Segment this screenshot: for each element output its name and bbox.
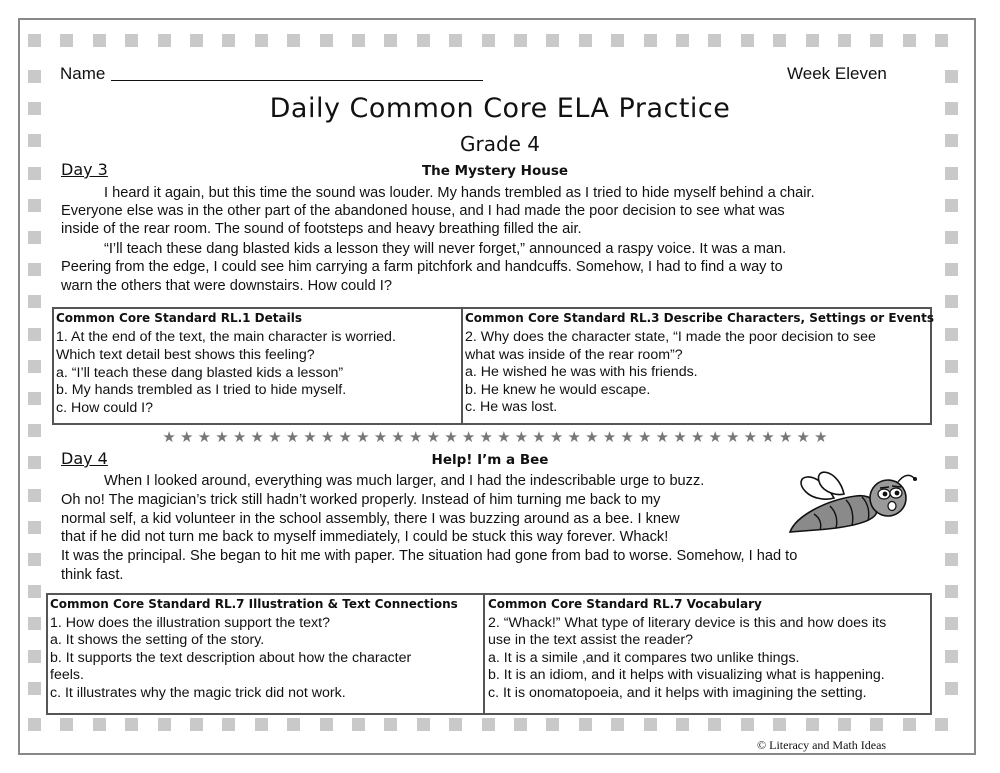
day4-q2-option-b: b. It is an idiom, and it helps with visualizing what is happening. — [488, 667, 885, 683]
border-square — [903, 34, 916, 47]
border-square — [28, 489, 41, 502]
border-square — [28, 263, 41, 276]
border-square — [644, 718, 657, 731]
border-square — [417, 34, 430, 47]
box-divider — [461, 309, 463, 423]
border-square — [28, 718, 41, 731]
border-square — [222, 34, 235, 47]
border-square — [838, 718, 851, 731]
page-title: Daily Common Core ELA Practice — [269, 93, 731, 124]
border-square — [158, 34, 171, 47]
border-square — [945, 263, 958, 276]
border-square — [384, 34, 397, 47]
border-square — [320, 34, 333, 47]
star-divider: ★ ★ ★ ★ ★ ★ ★ ★ ★ ★ ★ ★ ★ ★ ★ ★ ★ ★ ★ ★ ★ ★ ★ ★ ★ ★ ★ ★ ★ ★ ★ ★ ★ ★ ★ ★ ★ ★ — [162, 429, 828, 446]
border-square — [28, 34, 41, 47]
border-square — [158, 718, 171, 731]
border-square — [449, 34, 462, 47]
day3-line-2: Everyone else was in the other part of the abandoned house, and I had made the poor decision to see what was — [61, 203, 785, 219]
bee-illustration — [786, 470, 922, 540]
border-square — [352, 34, 365, 47]
day4-q1-line: 1. How does the illustration support the text? — [50, 615, 330, 631]
border-square — [417, 718, 430, 731]
border-square — [676, 34, 689, 47]
border-square — [514, 718, 527, 731]
border-square — [222, 718, 235, 731]
border-square — [125, 718, 138, 731]
day4-line-4: that if he did not turn me back to myself immediately, I could be stuck this way forever. Whack! — [61, 529, 669, 545]
day3-q1-line: Which text detail best shows this feeling? — [56, 347, 315, 363]
day3-line-3: inside of the rear room. The sound of footsteps and heavy breathing filled the air. — [61, 221, 582, 237]
border-square — [28, 682, 41, 695]
border-square — [945, 650, 958, 663]
day3-q2-option-b: b. He knew he would escape. — [465, 382, 651, 398]
box-divider — [483, 595, 485, 713]
border-square — [806, 718, 819, 731]
day4-q2-standard: Common Core Standard RL.7 Vocabulary — [488, 597, 762, 611]
border-square — [190, 34, 203, 47]
day4-label: Day 4 — [61, 449, 108, 468]
border-square — [945, 585, 958, 598]
day4-q2-option-a: a. It is a simile ,and it compares two unlike things. — [488, 650, 800, 666]
day3-line-6: warn the others that were downstairs. How could I? — [61, 278, 392, 294]
day3-story-title: The Mystery House — [421, 163, 569, 179]
day4-line-1: When I looked around, everything was much larger, and I had the indescribable urge to buzz. — [104, 473, 705, 489]
border-square — [28, 650, 41, 663]
border-square — [945, 553, 958, 566]
border-square — [28, 585, 41, 598]
border-square — [945, 521, 958, 534]
border-square — [125, 34, 138, 47]
border-square — [28, 392, 41, 405]
border-square — [945, 617, 958, 630]
day4-q1-standard: Common Core Standard RL.7 Illustration & Text Connections — [50, 597, 458, 611]
border-square — [708, 718, 721, 731]
border-square — [945, 489, 958, 502]
border-square — [935, 34, 948, 47]
border-square — [546, 34, 559, 47]
name-label: Name — [60, 64, 106, 83]
border-square — [384, 718, 397, 731]
bee-body — [790, 496, 877, 532]
copyright: © Literacy and Math Ideas — [757, 738, 887, 752]
border-square — [945, 392, 958, 405]
border-square — [255, 34, 268, 47]
border-square — [287, 718, 300, 731]
border-square — [514, 34, 527, 47]
border-square — [611, 34, 624, 47]
day4-line-3: normal self, a kid volunteer in the school assembly, there I was buzzing around as a bee. I knew — [61, 511, 680, 527]
border-square — [903, 718, 916, 731]
day3-q2-line: what was inside of the rear room”? — [465, 347, 683, 363]
border-square — [945, 360, 958, 373]
border-square — [806, 34, 819, 47]
day3-label: Day 3 — [61, 160, 108, 179]
day3-q1-option-a: a. “I’ll teach these dang blasted kids a lesson” — [56, 365, 344, 381]
border-square — [644, 34, 657, 47]
border-square — [945, 231, 958, 244]
day3-q2-option-c: c. He was lost. — [465, 399, 558, 415]
grade-label: Grade 4 — [459, 132, 541, 156]
border-square — [945, 328, 958, 341]
border-square — [870, 34, 883, 47]
border-square — [352, 718, 365, 731]
border-square — [28, 328, 41, 341]
border-square — [449, 718, 462, 731]
day3-q1-option-c: c. How could I? — [56, 400, 153, 416]
border-square — [611, 718, 624, 731]
day4-line-5: It was the principal. She began to hit me with paper. The situation had gone from bad to worse. Somehow, I had to — [61, 548, 798, 564]
border-square — [870, 718, 883, 731]
border-square — [28, 199, 41, 212]
border-square — [708, 34, 721, 47]
border-square — [190, 718, 203, 731]
day3-line-4: “I’ll teach these dang blasted kids a lesson they will never forget,” announced a raspy voice. It was a man. — [104, 241, 787, 257]
day3-q2-line: 2. Why does the character state, “I made the poor decision to see — [465, 329, 876, 345]
border-square — [255, 718, 268, 731]
border-square — [945, 199, 958, 212]
border-square — [28, 553, 41, 566]
week-label: Week Eleven — [787, 64, 887, 83]
border-square — [28, 617, 41, 630]
day3-q2-option-a: a. He wished he was with his friends. — [465, 364, 698, 380]
day4-q2-line: 2. “Whack!” What type of literary device is this and how does its — [488, 615, 887, 631]
day4-q1-option-b-cont: feels. — [50, 667, 84, 683]
border-square — [945, 295, 958, 308]
border-square — [287, 34, 300, 47]
day4-line-6: think fast. — [61, 567, 124, 583]
day4-q1-option-a: a. It shows the setting of the story. — [50, 632, 265, 648]
border-square — [741, 34, 754, 47]
day3-line-5: Peering from the edge, I could see him carrying a farm pitchfork and handcuffs. Somehow, I had to find a way to — [61, 259, 783, 275]
border-square — [28, 70, 41, 83]
border-square — [28, 360, 41, 373]
day3-q1-standard: Common Core Standard RL.1 Details — [56, 311, 302, 325]
border-square — [945, 682, 958, 695]
border-square — [28, 521, 41, 534]
border-square — [28, 295, 41, 308]
border-square — [741, 718, 754, 731]
border-square — [93, 34, 106, 47]
border-square — [60, 34, 73, 47]
border-square — [482, 34, 495, 47]
border-square — [838, 34, 851, 47]
border-square — [482, 718, 495, 731]
day4-q2-option-c: c. It is onomatopoeia, and it helps with imagining the setting. — [488, 685, 867, 701]
border-square — [773, 718, 786, 731]
day4-story-title: Help! I’m a Bee — [431, 452, 549, 468]
border-square — [676, 718, 689, 731]
day3-q1-option-b: b. My hands trembled as I tried to hide myself. — [56, 382, 347, 398]
border-square — [945, 70, 958, 83]
day3-q2-standard: Common Core Standard RL.3 Describe Characters, Settings or Events — [465, 311, 934, 325]
border-square — [773, 34, 786, 47]
day4-q2-line: use in the text assist the reader? — [488, 632, 694, 648]
name-line — [111, 80, 483, 81]
border-square — [60, 718, 73, 731]
day4-q1-option-c: c. It illustrates why the magic trick did not work. — [50, 685, 346, 701]
border-square — [546, 718, 559, 731]
border-square — [28, 231, 41, 244]
border-square — [320, 718, 333, 731]
day4-q1-option-b: b. It supports the text description about how the character — [50, 650, 412, 666]
day3-q1-line: 1. At the end of the text, the main character is worried. — [56, 329, 396, 345]
border-square — [579, 718, 592, 731]
border-square — [93, 718, 106, 731]
day4-line-2: Oh no! The magician’s trick still hadn’t worked properly. Instead of him turning me back to my — [61, 492, 661, 508]
border-square — [935, 718, 948, 731]
day3-line-1: I heard it again, but this time the sound was louder. My hands trembled as I tried to hide myself behind a chair. — [104, 185, 815, 201]
border-square — [579, 34, 592, 47]
